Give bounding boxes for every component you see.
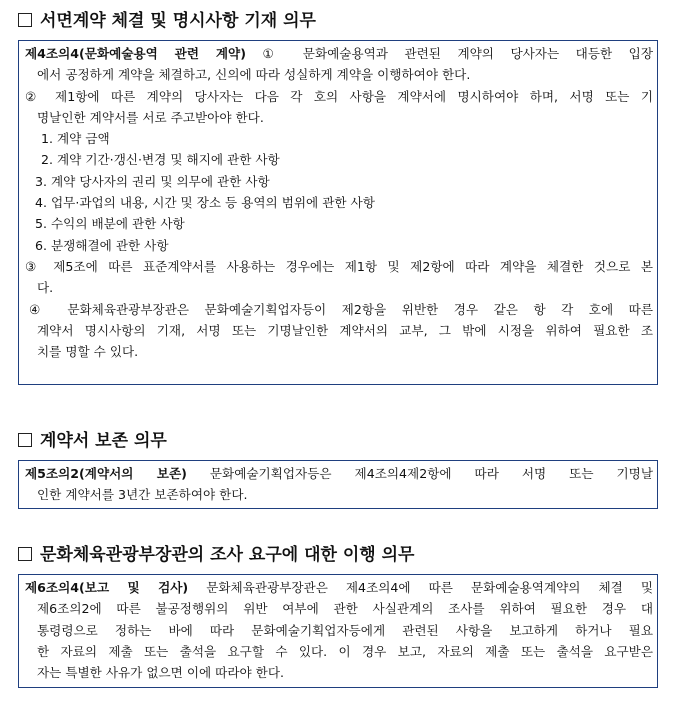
section-title-investigation-compliance — [18, 544, 414, 566]
article-line: 통령령으로 정하는 바에 따라 문화예술기획업자등에게 관련된 사항을 보고하게 하거나 필요 — [37, 622, 653, 638]
article-line: 인한 계약서를 3년간 보존하여야 한다. — [37, 487, 248, 503]
article-box-5-2 — [18, 460, 658, 509]
section-title-text: 문화체육관광부장관의 조사 요구에 대한 이행 의무 — [40, 545, 415, 565]
article-label: 제4조의4(문화예술용역 관련 계약) — [25, 46, 246, 61]
article-line: ② 제1항에 따른 계약의 당사자는 다음 각 호의 사항을 계약서에 명시하여야 하며, 서명 또는 기 — [25, 88, 653, 104]
checkbox-icon — [18, 433, 32, 447]
article-label: 제5조의2(계약서의 보존) — [25, 466, 187, 481]
checkbox-icon — [18, 13, 32, 27]
article-text: ① 문화예술용역과 관련된 계약의 당사자는 대등한 입장 — [245, 46, 653, 61]
list-item: 6. 분쟁해결에 관한 사항 — [35, 237, 169, 253]
list-item: 4. 업무·과업의 내용, 시간 및 장소 등 용역의 범위에 관한 사항 — [35, 195, 375, 211]
article-line: 에서 공정하게 계약을 체결하고, 신의에 따라 성실하게 계약을 이행하여야 한다. — [37, 67, 471, 83]
article-label: 제6조의4(보고 및 검사) — [25, 580, 189, 595]
list-item: 3. 계약 당사자의 권리 및 의무에 관한 사항 — [35, 173, 270, 189]
article-line — [19, 43, 657, 64]
article-line — [19, 577, 657, 598]
article-box-6-4 — [18, 574, 658, 688]
article-line: 치를 명할 수 있다. — [37, 344, 139, 360]
article-line: ④ 문화체육관광부장관은 문화예술기획업자등이 제2항을 위반한 경우 같은 항 각 호에 따른 — [29, 301, 653, 317]
article-line: 한 자료의 제출 또는 출석을 요구할 수 있다. 이 경우 보고, 자료의 제출 또는 출석을 요구받은 — [37, 643, 653, 659]
article-line: 다. — [37, 280, 54, 296]
list-item: 5. 수익의 배분에 관한 사항 — [35, 216, 185, 232]
article-line: 자는 특별한 사유가 없으면 이에 따라야 한다. — [37, 665, 285, 681]
article-line: 명날인한 계약서를 서로 주고받아야 한다. — [37, 109, 264, 125]
list-item: 1. 계약 금액 — [41, 131, 110, 147]
checkbox-icon — [18, 547, 32, 561]
section-title-text: 서면계약 체결 및 명시사항 기재 의무 — [40, 11, 316, 31]
section-title-text: 계약서 보존 의무 — [40, 431, 167, 451]
section-title-contract-preservation — [18, 430, 167, 452]
section-title-written-contract — [18, 10, 316, 32]
article-box-4-4 — [18, 40, 658, 385]
article-line: ③ 제5조에 따른 표준계약서를 사용하는 경우에는 제1항 및 제2항에 따라 계약을 체결한 것으로 본 — [25, 258, 653, 274]
article-text: 문화예술기획업자등은 제4조의4제2항에 따라 서명 또는 기명날 — [186, 466, 653, 481]
article-line: 제6조의2에 따른 불공정행위의 위반 여부에 관한 사실관계의 조사를 위하여 필요한 경우 대 — [37, 601, 653, 617]
list-item: 2. 계약 기간·갱신·변경 및 해지에 관한 사항 — [41, 152, 280, 168]
article-line: 계약서 명시사항의 기재, 서명 또는 기명날인한 계약서의 교부, 그 밖에 시정을 위하여 필요한 조 — [37, 322, 653, 338]
article-text: 문화체육관광부장관은 제4조의4에 따른 문화예술용역계약의 체결 및 — [188, 580, 653, 595]
article-line — [19, 463, 657, 484]
